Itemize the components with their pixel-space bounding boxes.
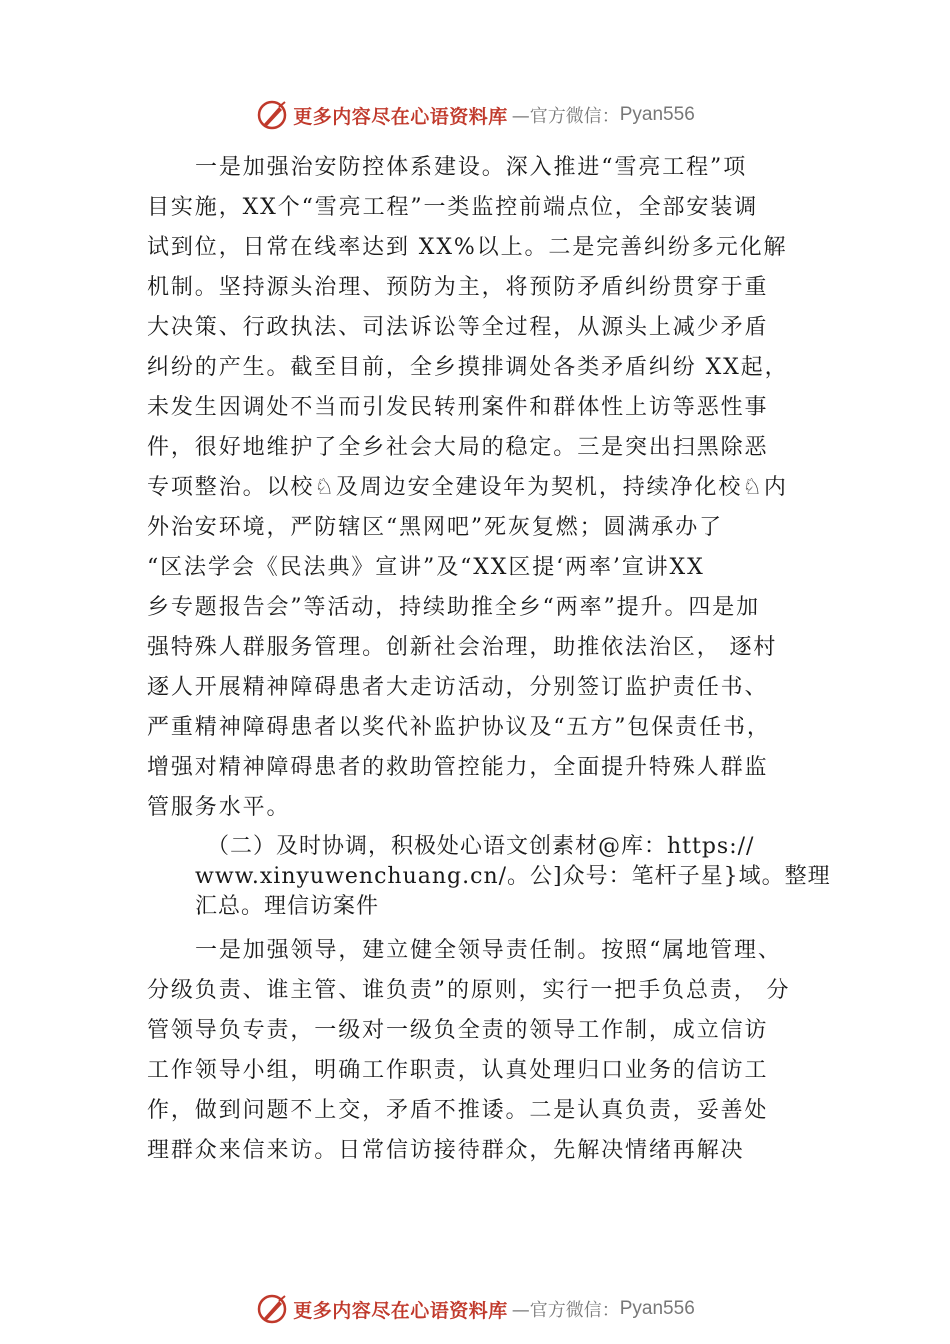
text-line: 管领导负专责，一级对一级负全责的领导工作制，成立信访 <box>147 1018 769 1043</box>
body-paragraph-2 <box>147 931 812 1171</box>
text-line: 乡专题报告会”等活动，持续助推全乡“两率”提升。四是加 <box>147 595 761 620</box>
text-line: 增强对精神障碍患者的救助管控能力，全面提升特殊人群监 <box>147 755 769 780</box>
banner-wechat-label: —官方微信： <box>511 1300 620 1321</box>
heading-line: www.xinyuwenchuang.cn/。公]众号：笔杆子星}域。整理 <box>195 864 831 889</box>
footer-watermark-banner <box>0 1289 950 1329</box>
text-line: 外治安环境，严防辖区“黑网吧”死灰复燃；圆满承办了 <box>147 515 723 540</box>
header-watermark-banner <box>0 95 950 135</box>
banner-wechat-label: —官方微信： <box>511 106 620 127</box>
text-line: 管服务水平。 <box>147 795 291 820</box>
text-line: 试到位，日常在线率达到 XX%以上。二是完善纠纷多元化解 <box>147 235 788 260</box>
text-line: 目实施，XX个“雪亮工程”一类监控前端点位，全部安装调 <box>147 195 759 220</box>
text-line: 一是加强领导，建立健全领导责任制。按照“属地管理、 <box>195 938 782 963</box>
text-line: “区法学会《民法典》宣讲”及“XX区提‘两率’宣讲XX <box>147 555 705 580</box>
banner-wechat-id: Pyan556 <box>619 1298 695 1319</box>
heading-line: 汇总。理信访案件 <box>195 894 380 919</box>
text-line: 作，做到问题不上交，矛盾不推诿。二是认真负责，妥善处 <box>147 1098 769 1123</box>
text-line: 理群众来信来访。日常信访接待群众，先解决情绪再解决 <box>147 1138 745 1163</box>
body-paragraph-1 <box>147 148 812 828</box>
text-line: 逐人开展精神障碍患者大走访活动，分别签订监护责任书、 <box>147 675 769 700</box>
quill-pen-logo-icon <box>255 1292 289 1326</box>
text-line: 一是加强治安防控体系建设。深入推进“雪亮工程”项 <box>195 155 748 180</box>
text-line: 大决策、行政执法、司法诉讼等全过程，从源头上减少矛盾 <box>147 315 769 340</box>
banner-site-name: 更多内容尽在心语资料库 <box>293 1299 508 1322</box>
heading-line: （二）及时协调，积极处心语文创素材@库：https:// <box>207 834 755 859</box>
banner-site-name: 更多内容尽在心语资料库 <box>293 105 508 128</box>
text-line: 未发生因调处不当而引发民转刑案件和群体性上访等恶性事 <box>147 395 769 420</box>
section-heading <box>195 832 835 922</box>
text-line: 专项整治。以校♘及周边安全建设年为契机，持续净化校♘内 <box>147 475 788 500</box>
quill-pen-logo-icon <box>255 98 289 132</box>
text-line: 分级负责、谁主管、谁负责”的原则，实行一把手负总责， 分 <box>147 978 791 1003</box>
text-line: 纠纷的产生。截至目前，全乡摸排调处各类矛盾纠纷 XX起， <box>147 355 789 380</box>
text-line: 机制。坚持源头治理、预防为主，将预防矛盾纠纷贯穿于重 <box>147 275 769 300</box>
text-line: 工作领导小组，明确工作职责，认真处理归口业务的信访工 <box>147 1058 769 1083</box>
text-line: 严重精神障碍患者以奖代补监护协议及“五方”包保责任书， <box>147 715 771 740</box>
text-line: 件，很好地维护了全乡社会大局的稳定。三是突出扫黑除恶 <box>147 435 769 460</box>
text-line: 强特殊人群服务管理。创新社会治理，助推依法治区， 逐村 <box>147 635 778 660</box>
banner-wechat-id: Pyan556 <box>619 104 695 125</box>
